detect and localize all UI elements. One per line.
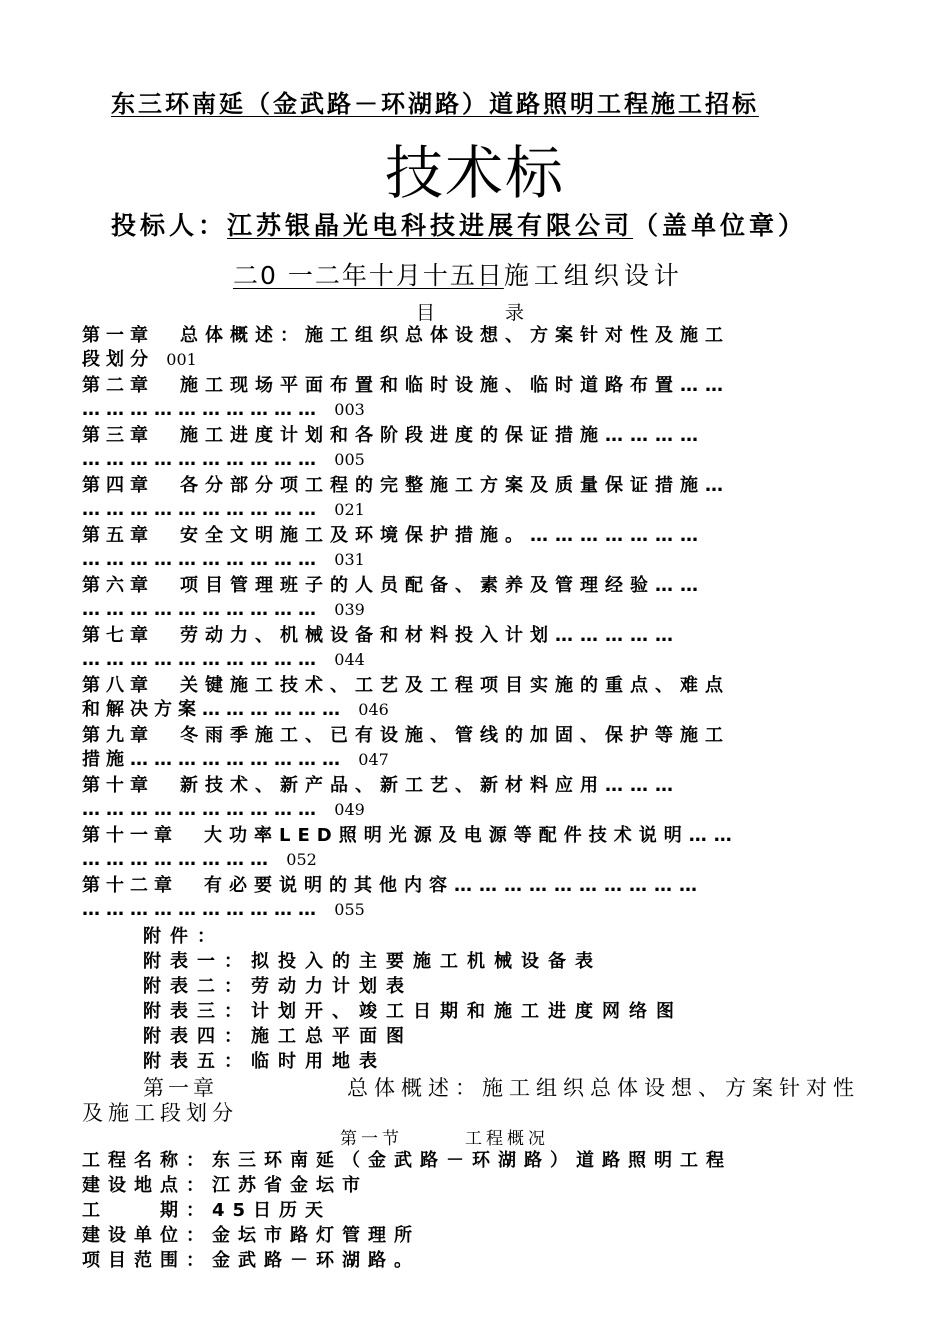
toc-continuation: ………………………… [82,449,322,470]
project-info-row [82,1196,331,1222]
toc-page-number: 049 [334,800,365,819]
attachment-item[interactable]: 附表三：计划开、竣工日期和施工进度网络图 [143,1001,683,1022]
toc-entry[interactable] [82,724,860,772]
toc-entry[interactable] [82,474,860,522]
toc-continuation: …………………… [82,849,274,870]
toc-entry-cont [82,648,860,672]
toc-chapter-number: 第十二章 [82,875,178,896]
project-info-value: 金武路－环湖路。 [212,1250,420,1271]
toc-entry[interactable] [82,774,860,822]
project-info-label: 建设地点： [82,1175,212,1196]
toc-entry-cont [82,748,860,772]
toc-entry-cont [82,348,860,372]
toc-page-number: 005 [334,450,365,469]
toc-entry[interactable] [82,374,860,422]
design-subtitle: 施工组织设计 [503,261,684,290]
toc-entry[interactable] [82,824,860,872]
toc-page-number: 003 [334,400,365,419]
toc-entry-line [82,774,860,798]
toc-chapter-number: 第四章 [82,475,154,496]
toc-chapter-number: 第十章 [82,775,154,796]
toc-continuation: ………………………… [82,599,322,620]
toc-continuation: ………………………… [82,899,322,920]
project-info-label: 工 期： [82,1200,212,1221]
project-info-label: 建设单位： [82,1225,212,1246]
toc-entry-line [82,524,860,548]
toc-entry-cont [82,598,860,622]
project-info-value: 金坛市路灯管理所 [212,1225,420,1246]
document-title [111,84,841,119]
toc-page-number: 031 [334,550,365,569]
toc-chapter-number: 第九章 [82,725,154,746]
attachment-item[interactable]: 附表二：劳动力计划表 [143,976,413,997]
toc-entry-cont [82,798,860,822]
toc-page-number: 039 [334,600,365,619]
toc-page-number: 001 [166,350,197,369]
toc-entry-line [82,474,860,498]
project-info-row [82,1146,732,1172]
section1-title: 工程概况 [465,1129,549,1149]
toc-entry-line [82,574,860,598]
toc-page-number: 047 [358,750,389,769]
toc-chapter-title: 安全文明施工及环境保护措施。………………… [180,525,705,546]
toc-entry-line [82,624,860,648]
bid-date: 二0 一二年十月十五日 [233,261,504,290]
toc-continuation: 和解决方案……………… [82,699,346,720]
toc-continuation: ………………………… [82,399,322,420]
toc-chapter-title: 冬雨季施工、已有设施、管线的加固、保护等施工 [180,725,730,746]
toc-chapter-title: 施工现场平面布置和临时设施、临时道路布置…… [180,375,730,396]
toc-entry[interactable] [82,324,860,372]
toc-entry-line [82,874,860,898]
bidder-seal: （盖单位章） [633,211,808,240]
toc-continuation: ………………………… [82,549,322,570]
toc-entry-line [82,374,860,398]
toc-page-number: 052 [286,850,317,869]
project-info-label: 工程名称： [82,1150,212,1171]
toc-heading: 目录 [415,302,594,324]
toc-chapter-title: 劳动力、机械设备和材料投入计划…………… [180,625,680,646]
toc-entry[interactable] [82,424,860,472]
toc-page-number: 046 [358,700,389,719]
toc-chapter-number: 第二章 [82,375,154,396]
date-line [233,256,684,292]
toc-continuation: 措施……………………… [82,749,346,770]
toc-entry[interactable] [82,524,860,572]
toc-chapter-title: 施工进度计划和各阶段进度的保证措施………… [180,425,705,446]
toc-chapter-number: 第八章 [82,675,154,696]
bidder-name: 江苏银晶光电科技进展有限公司 [227,211,634,240]
toc-entry-cont [82,698,860,722]
project-info-label: 项目范围： [82,1250,212,1271]
attachments-label: 附件： [143,926,224,947]
toc-chapter-number: 第六章 [82,575,154,596]
project-title: 东三环南延（金武路－环湖路）道路照明工程施工招标 [111,90,759,118]
toc-chapter-number: 第十一章 [82,825,178,846]
project-info-value: 东三环南延（金武路－环湖路）道路照明工程 [212,1150,732,1171]
bidder-label: 投标人： [111,211,228,240]
project-info-row [82,1246,420,1272]
toc-entry-cont [82,398,860,422]
big-title: 技术标 [384,139,565,207]
toc-entry-cont [82,848,860,872]
toc-entry[interactable] [82,624,860,672]
toc-entry[interactable] [82,874,860,922]
attachment-item[interactable]: 附表四：施工总平面图 [143,1026,413,1047]
toc-entry[interactable] [82,674,860,722]
project-info-value: 45日历天 [212,1200,332,1221]
toc-entry[interactable] [82,574,860,622]
chapter1-heading-cont: 及施工段划分 [82,1101,238,1125]
toc-entry-line [82,324,860,348]
toc-chapter-title: 总体概述：施工组织总体设想、方案针对性及施工 [180,325,730,346]
toc-entry-line [82,424,860,448]
toc-chapter-number: 第一章 [82,325,154,346]
toc-chapter-number: 第三章 [82,425,154,446]
toc-chapter-title: 关键施工技术、工艺及工程项目实施的重点、难点 [180,675,730,696]
toc-page-number: 021 [334,500,365,519]
toc-page-number: 055 [334,900,365,919]
toc-entry-cont [82,898,860,922]
section1-number: 第一节 [340,1129,403,1149]
toc-chapter-title: 大功率LED照明光源及电源等配件技术说明…… [204,825,739,846]
toc-continuation: ………………………… [82,649,322,670]
project-info-value: 江苏省金坛市 [212,1175,368,1196]
toc-entry-line [82,674,860,698]
bidder-line [111,206,851,242]
toc-chapter-number: 第七章 [82,625,154,646]
toc-chapter-number: 第五章 [82,525,154,546]
toc-continuation: ………………………… [82,499,322,520]
toc-entry-cont [82,448,860,472]
toc-chapter-title: 新技术、新产品、新工艺、新材料应用……… [180,775,680,796]
toc-continuation: ………………………… [82,799,322,820]
toc-chapter-title: 各分部分项工程的完整施工方案及质量保证措施… [180,475,730,496]
chapter1-title: 总体概述：施工组织总体设想、方案针对性 [347,1076,860,1100]
toc-entry-line [82,824,860,848]
toc-entry-line [82,724,860,748]
attachment-item[interactable]: 附表五：临时用地表 [143,1051,386,1072]
toc-entry-cont [82,498,860,522]
attachment-item[interactable]: 附表一：拟投入的主要施工机械设备表 [143,951,602,972]
project-info-row [82,1221,420,1247]
toc-chapter-title: 有必要说明的其他内容………………………… [204,875,704,896]
toc-page-number: 044 [334,650,365,669]
toc-continuation: 段划分 [82,349,154,370]
chapter1-number: 第一章 [143,1076,218,1100]
chapter1-heading [143,1072,860,1102]
toc-chapter-title: 项目管理班子的人员配备、素养及管理经验…… [180,575,705,596]
project-info-row [82,1171,368,1197]
toc-entry-cont [82,548,860,572]
